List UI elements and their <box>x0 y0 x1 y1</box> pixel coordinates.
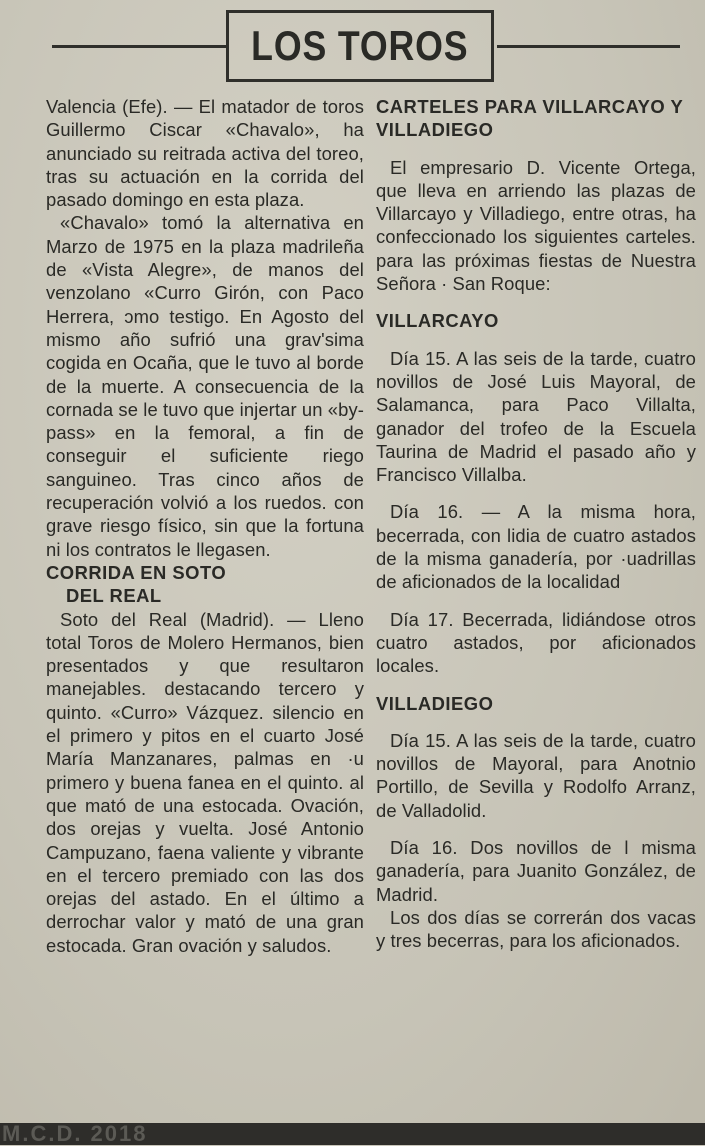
section-title-box <box>226 10 494 82</box>
carteles-heading: CARTELES PARA VILLARCAYO Y VILLADIEGO <box>376 96 683 141</box>
archive-watermark: M.C.D. 2018 <box>2 1121 148 1146</box>
right-column <box>376 95 696 953</box>
carteles-intro: El empresario D. Vicente Ortega, que lleva en arriendo las plazas de Villarcayo y Villadiego, entre otras, ha confeccionado los siguientes carteles. para las próximas fiestas de Nuestra Señora · San Roque: <box>376 156 696 295</box>
villarcayo-dia-17: Día 17. Becerrada, lidiándose otros cuatro astados, por aficionados locales. <box>376 608 696 677</box>
valencia-paragraph: Valencia (Efe). — El matador de toros Guillermo Ciscar «Chavalo», ha anunciado su reitrada activa del toreo, tras su actuación en la corrida del pasado domingo en esta plaza. <box>46 96 364 211</box>
villadiego-heading: VILLADIEGO <box>376 692 494 714</box>
villarcayo-dia-15: Día 15. A las seis de la tarde, cuatro novillos de José Luis Mayoral, de Salamanca, para Paco Villalta, ganador del trofeo de la Escuela Taurina de Madrid el pasado año y Francisco Villalba. <box>376 347 696 486</box>
villadiego-dia-15: Día 15. A las seis de la tarde, cuatro novillos de Mayoral, para Anotnio Portillo, de Sevilla y Rodolfo Arranz, de Valladolid. <box>376 729 696 821</box>
chavalo-paragraph: «Chavalo» tomó la alternativa en Marzo de 1975 en la plaza madrileña de «Vista Alegre», de manos del venzolano «Curro Girón, con Paco Herrera, ɔmo testigo. En Agosto del mismo año sufrió una grav'sima cogida en Ocaña, que le tuvo al borde de la muerte. A consecuencia de la cornada se le tuvo que injertar un «by-pass» en la femoral, a fin de conseguir el suficiente riego sanguineo. Tras cinco años de recuperación volvió a los ruedos. con grave riesgo físico, sin que la fortuna ni los contratos le llegasen. <box>46 212 364 560</box>
villadiego-dia-16: Día 16. Dos novillos de l misma ganadería, para Juanito González, de Madrid. <box>376 837 696 905</box>
section-title: LOS TOROS <box>251 22 469 69</box>
soto-heading-line1: CORRIDA EN SOTO <box>46 561 227 583</box>
villadiego-closing: Los dos días se correrán dos vacas y tres becerras, para los aficionados. <box>376 906 696 952</box>
soto-report-paragraph: Soto del Real (Madrid). — Lleno total Toros de Molero Hermanos, bien presentados y que resultaron manejables. destacando tercero y quinto. «Curro» Vázquez. silencio en el primero y pitos en el cuarto José María Manzanares, palmas en ·u primero y buena fanea en el quinto. al que mató de una estocada. Ovación, dos orejas y vuelta. José Antonio Campuzano, faena valiente y vibrante en el tercero premiado con las dos orejas del astado. En el último a derrochar valor y mató de una gran estocada. Gran ovación y saludos. <box>46 608 364 956</box>
header-rule-left <box>52 45 227 48</box>
left-column <box>46 95 364 957</box>
soto-heading-line2: DEL REAL <box>66 585 162 607</box>
villarcayo-heading: VILLARCAYO <box>376 310 499 332</box>
header-rule-right <box>497 45 680 48</box>
villarcayo-dia-16: Día 16. — A la misma hora, becerrada, con lidia de cuatro astados de la misma ganadería, por ·uadrillas de aficionados de la localidad <box>376 501 696 593</box>
